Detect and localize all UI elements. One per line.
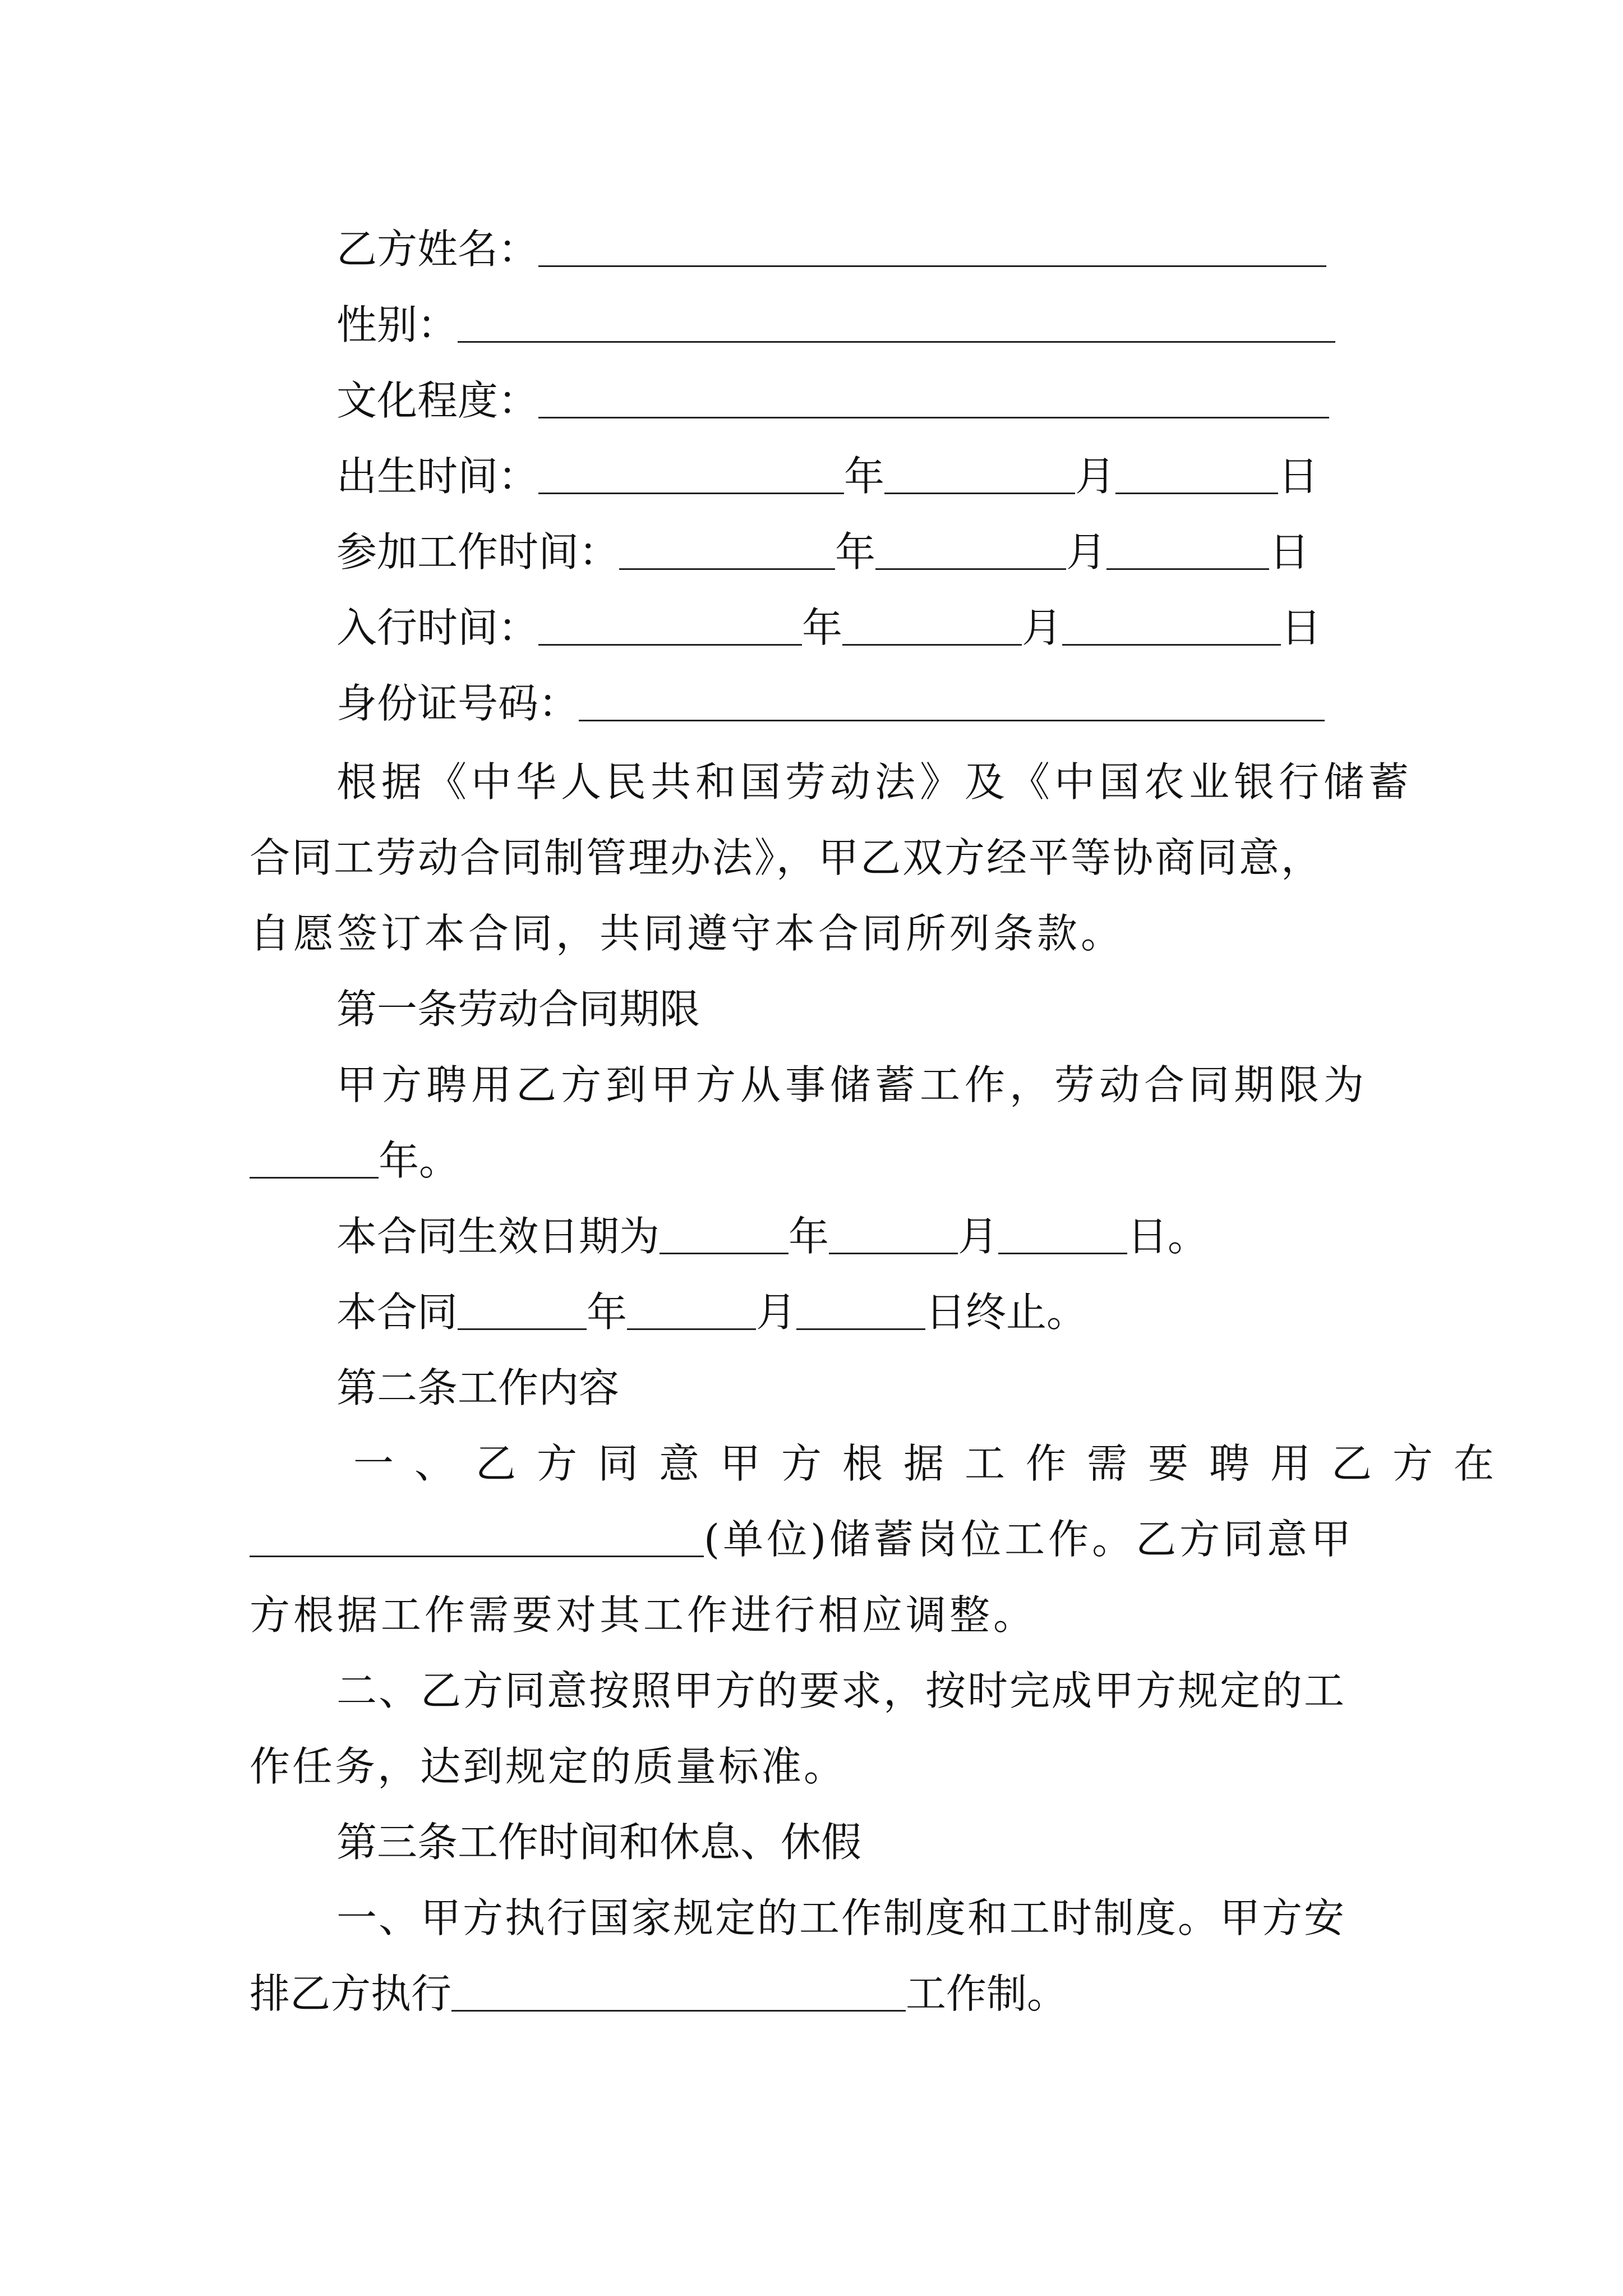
- birth-day-unit: 日: [1278, 453, 1319, 500]
- article-3-title: 第三条工作时间和休息、休假: [336, 1819, 862, 1866]
- birth-month-unit: 月: [1075, 453, 1116, 500]
- id-number-field-row: [336, 673, 1325, 727]
- article-2-item-1-line-1: 一、乙方同意甲方根据工作需要聘用乙方在: [353, 1440, 1515, 1487]
- work-system-blank[interactable]: [451, 2010, 906, 2012]
- contract-term-blank[interactable]: [250, 1177, 379, 1179]
- work-start-day-blank[interactable]: [1106, 568, 1269, 570]
- education-field-row: [336, 370, 1329, 424]
- article-2-item-1-line-3: 方根据工作需要对其工作进行相应调整。: [250, 1591, 1038, 1639]
- article-1-title: 第一条劳动合同期限: [336, 986, 700, 1033]
- unit-blank[interactable]: [250, 1556, 704, 1557]
- gender-field-row: [336, 295, 1335, 348]
- effective-day-blank[interactable]: [998, 1253, 1127, 1254]
- work-start-year-unit: 年: [835, 528, 876, 576]
- birth-year-blank[interactable]: [538, 493, 844, 494]
- article-3-item-1-line-1: 一、甲方执行国家规定的工作制度和工时制度。甲方安: [336, 1894, 1347, 1941]
- article-1-body-line-2: 年。: [250, 1130, 459, 1181]
- birth-year-unit: 年: [844, 453, 885, 500]
- work-start-day-unit: 日: [1269, 528, 1310, 576]
- gender-blank[interactable]: [458, 341, 1335, 343]
- industry-start-label: 入行时间：: [336, 604, 539, 651]
- work-start-label: 参加工作时间：: [336, 528, 620, 576]
- birth-month-blank[interactable]: [884, 493, 1075, 494]
- name-field-row: [336, 219, 1326, 273]
- end-year-blank[interactable]: [458, 1328, 587, 1330]
- education-label: 文化程度：: [336, 377, 539, 424]
- article-2-item-2-line-2: 作任务，达到规定的质量标准。: [250, 1743, 847, 1790]
- industry-start-year-blank[interactable]: [538, 644, 802, 646]
- work-start-field-row: [336, 522, 1310, 576]
- article-2-title: 第二条工作内容: [336, 1364, 620, 1411]
- work-start-month-unit: 月: [1066, 528, 1107, 576]
- end-date-row: 本合同 年 月 日终止。: [336, 1289, 1087, 1336]
- end-month-blank[interactable]: [627, 1328, 756, 1330]
- effective-month-blank[interactable]: [829, 1253, 958, 1254]
- intro-line-3: 自愿签订本合同，共同遵守本合同所列条款。: [250, 910, 1125, 957]
- article-3-item-1-line-2: 排乙方执行 工作制。: [250, 1970, 1068, 2017]
- education-blank[interactable]: [538, 417, 1329, 418]
- industry-start-month-unit: 月: [1022, 604, 1063, 651]
- birth-label: 出生时间：: [336, 453, 539, 500]
- industry-start-field-row: [336, 597, 1322, 651]
- article-1-body-line-1: 甲方聘用乙方到甲方从事储蓄工作，劳动合同期限为: [336, 1061, 1369, 1108]
- article-2-item-1-line-2: (单位)储蓄岗位工作。乙方同意甲: [250, 1509, 1354, 1559]
- work-start-month-blank[interactable]: [875, 568, 1066, 570]
- name-label: 乙方姓名：: [336, 226, 539, 273]
- industry-start-day-unit: 日: [1281, 604, 1322, 651]
- birth-day-blank[interactable]: [1115, 493, 1278, 494]
- birth-field-row: [336, 446, 1319, 500]
- effective-date-row: 本合同生效日期为 年 月 日。: [336, 1213, 1209, 1260]
- article-2-item-2-line-1: 二、乙方同意按照甲方的要求，按时完成甲方规定的工: [336, 1667, 1347, 1714]
- industry-start-day-blank[interactable]: [1062, 644, 1281, 646]
- id-number-blank[interactable]: [579, 720, 1325, 721]
- intro-line-1: 根据《中华人民共和国劳动法》及《中国农业银行储蓄: [336, 758, 1414, 806]
- gender-label: 性别：: [336, 301, 458, 348]
- name-blank[interactable]: [538, 265, 1326, 267]
- end-day-blank[interactable]: [796, 1328, 925, 1330]
- intro-line-2: 合同工劳动合同制管理办法》，甲乙双方经平等协商同意，: [250, 834, 1324, 881]
- id-number-label: 身份证号码：: [336, 680, 579, 727]
- effective-year-blank[interactable]: [660, 1253, 789, 1254]
- industry-start-year-unit: 年: [802, 604, 843, 651]
- work-start-year-blank[interactable]: [619, 568, 835, 570]
- industry-start-month-blank[interactable]: [842, 644, 1022, 646]
